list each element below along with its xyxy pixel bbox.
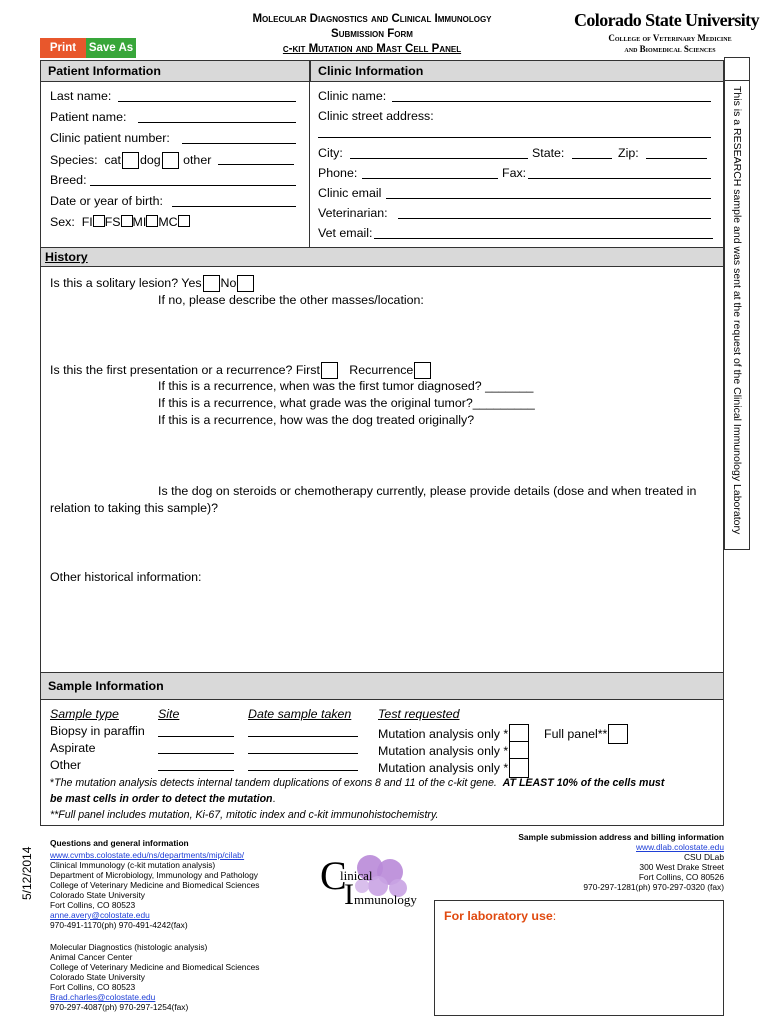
sample-type-other: Other — [50, 758, 81, 772]
breed-label: Breed: — [50, 173, 87, 187]
full-panel-label: Full panel** — [544, 727, 608, 741]
species-dog-checkbox[interactable] — [162, 152, 179, 169]
lab-use-row — [444, 909, 556, 924]
sex-fi-checkbox[interactable] — [93, 215, 105, 227]
solitary-lesion-row — [50, 275, 255, 292]
sex-fi-label: FI — [81, 215, 93, 229]
col-date-taken: Date sample taken — [248, 707, 352, 721]
other-history-label: Other historical information: — [50, 570, 202, 584]
column-divider — [309, 61, 310, 247]
questions-link[interactable]: www.cvmbs.colostate.edu/ns/departments/mip/cilab/ — [50, 850, 245, 860]
clinic-name-label: Clinic name: — [318, 89, 387, 103]
solitary-yes-checkbox[interactable] — [203, 275, 220, 292]
species-label: Species: — [50, 153, 98, 167]
species-cat-label: cat — [104, 153, 121, 167]
other-masses-prompt: If no, please describe the other masses/location: — [158, 293, 424, 307]
full-panel-row — [544, 724, 629, 744]
clinic-email-label: Clinic email — [318, 186, 382, 200]
site-field-other[interactable] — [158, 770, 234, 771]
logo-c-letter: C — [320, 853, 347, 898]
dob-field[interactable] — [172, 206, 296, 207]
clinic-street-label: Clinic street address: — [318, 109, 434, 123]
recurrence-label: Recurrence — [349, 363, 414, 377]
note-period: . — [272, 793, 276, 805]
site-field-biopsy[interactable] — [158, 736, 234, 737]
steroids-question-line2: relation to taking this sample)? — [50, 501, 219, 515]
sex-label: Sex: — [50, 215, 75, 229]
vet-email-field[interactable] — [374, 238, 713, 239]
form-title-line3: c-kit Mutation and Mast Cell Panel — [282, 43, 462, 55]
history-header — [41, 247, 723, 267]
phone-field[interactable] — [362, 178, 498, 179]
save-as-button[interactable]: Save As — [86, 38, 136, 58]
logo-word-clinical: linical — [340, 868, 373, 883]
first-recurrence-question: Is this the first presentation or a recurrence? First — [50, 363, 320, 377]
left-address-line-5: Fort Collins, CO 80523 — [50, 900, 136, 910]
last-name-label: Last name: — [50, 89, 112, 103]
form-title-line2: Submission Form — [331, 28, 413, 40]
first-recurrence-row — [50, 362, 432, 379]
clinic-name-field[interactable] — [392, 101, 711, 102]
logo-i-letter: I — [344, 878, 354, 911]
mutation-other-checkbox[interactable] — [509, 758, 529, 778]
history-heading: History — [45, 250, 88, 264]
sex-fs-label: FS — [104, 215, 121, 229]
zip-field[interactable] — [646, 158, 707, 159]
left2-address-line-2: Animal Cancer Center — [50, 952, 133, 962]
solitary-no-checkbox[interactable] — [237, 275, 254, 292]
sample-type-biopsy: Biopsy in paraffin — [50, 724, 145, 738]
date-field-biopsy[interactable] — [248, 736, 358, 737]
billing-line-1: CSU DLab — [683, 852, 724, 862]
sex-mc-checkbox[interactable] — [178, 215, 190, 227]
fax-field[interactable] — [528, 178, 711, 179]
solitary-no-label: No — [220, 276, 237, 290]
billing-line-3: Fort Collins, CO 80526 — [638, 872, 724, 882]
note-mutation-bold-2: be mast cells in order to detect the mutation — [50, 793, 273, 805]
dlab-link[interactable]: www.dlab.colostate.edu — [636, 842, 724, 852]
college-line1: College of Veterinary Medicine — [608, 33, 732, 43]
note-asterisk: * — [50, 777, 55, 789]
billing-heading: Sample submission address and billing information — [518, 832, 724, 842]
footer-date: 5/12/2014 — [20, 846, 34, 900]
left2-address-line-5: Fort Collins, CO 80523 — [50, 982, 136, 992]
mutation-note-line2 — [50, 792, 275, 807]
left-address-line-2: Department of Microbiology, Immunology and Pathology — [50, 870, 258, 880]
steroids-question-line1: Is the dog on steroids or chemotherapy currently, please provide details (dose and when treated in — [158, 484, 697, 498]
solitary-lesion-question: Is this a solitary lesion? Yes — [50, 276, 202, 290]
questions-heading: Questions and general information — [50, 838, 189, 848]
form-title-line1: Molecular Diagnostics and Clinical Immunology — [252, 13, 492, 25]
sex-mi-label: MI — [132, 215, 147, 229]
first-checkbox[interactable] — [321, 362, 338, 379]
site-field-aspirate[interactable] — [158, 753, 234, 754]
lab-use-label: For laboratory use — [444, 909, 553, 923]
state-label: State: — [532, 146, 565, 160]
left-address-line-1: Clinical Immunology (c-kit mutation analysis) — [50, 860, 216, 870]
species-other-label: other — [183, 153, 212, 167]
fax-label: Fax: — [502, 166, 527, 180]
clinic-street-field[interactable] — [318, 137, 711, 138]
species-cat-checkbox[interactable] — [122, 152, 139, 169]
last-name-field[interactable] — [118, 101, 296, 102]
email-anne[interactable]: anne.avery@colostate.edu — [50, 910, 150, 920]
patient-info-header: Patient Information — [41, 61, 309, 82]
phone-molecular-diagnostics: 970-297-4087(ph) 970-297-1254(fax) — [50, 1002, 189, 1012]
date-field-aspirate[interactable] — [248, 753, 358, 754]
phone-clinical-immunology: 970-491-1170(ph) 970-491-4242(fax) — [50, 920, 188, 930]
clinic-email-field[interactable] — [386, 198, 711, 199]
lab-use-colon: : — [552, 909, 557, 923]
clinic-patient-number-label: Clinic patient number: — [50, 131, 170, 145]
left2-address-line-1: Molecular Diagnostics (histologic analysis) — [50, 942, 208, 952]
sample-info-header: Sample Information — [41, 672, 723, 700]
left-address-line-3: College of Veterinary Medicine and Biomedical Sciences — [50, 880, 260, 890]
left-address-line-4: Colorado State University — [50, 890, 145, 900]
mutation-note-line1 — [50, 776, 664, 791]
date-field-other[interactable] — [248, 770, 358, 771]
test-other-row — [378, 758, 530, 778]
logo-word-immunology: mmunology — [354, 892, 417, 907]
col-sample-type: Sample type — [50, 707, 119, 721]
full-panel-note: **Full panel includes mutation, Ki-67, mitotic index and c-kit immunohistochemistry. — [50, 809, 439, 821]
state-field[interactable] — [572, 158, 612, 159]
other-history-field[interactable] — [50, 588, 720, 668]
test-aspirate-label: Mutation analysis only * — [378, 744, 509, 758]
clinical-immunology-logo — [318, 852, 418, 914]
recurrence-checkbox[interactable] — [414, 362, 431, 379]
original-grade-prompt: If this is a recurrence, what grade was the original tumor?_________ — [158, 396, 535, 410]
left2-address-line-3: College of Veterinary Medicine and Biomedical Sciences — [50, 962, 260, 972]
veterinarian-label: Veterinarian: — [318, 206, 388, 220]
first-tumor-diagnosed-prompt: If this is a recurrence, when was the first tumor diagnosed? _______ — [158, 379, 534, 393]
sex-mc-label: MC — [158, 215, 178, 229]
species-dog-label: dog — [139, 153, 161, 167]
species-row — [50, 152, 211, 169]
clinic-info-header: Clinic Information — [310, 61, 723, 82]
patient-name-label: Patient name: — [50, 110, 127, 124]
patient-name-field[interactable] — [138, 122, 296, 123]
sex-row — [50, 215, 190, 230]
sex-mi-checkbox[interactable] — [146, 215, 158, 227]
note-mutation-text: The mutation analysis detects internal tandem duplications of exons 8 and 11 of the c-kit gene. — [54, 777, 497, 789]
steroids-details-field[interactable] — [50, 518, 720, 568]
test-biopsy-label: Mutation analysis only * — [378, 727, 509, 741]
zip-label: Zip: — [618, 146, 639, 160]
breed-field[interactable] — [90, 185, 296, 186]
clinic-patient-number-field[interactable] — [182, 143, 296, 144]
side-note-box — [724, 57, 750, 81]
side-note: This is a RESEARCH sample and was sent at the request of the Clinical Immunology Laboratory — [731, 86, 743, 535]
sample-type-aspirate: Aspirate — [50, 741, 96, 755]
billing-line-2: 300 West Drake Street — [639, 862, 724, 872]
original-treatment-field[interactable] — [50, 430, 720, 480]
csu-logo-text: Colorado State University — [574, 10, 759, 30]
email-brad[interactable]: Brad.charles@colostate.edu — [50, 992, 156, 1002]
note-mutation-bold: AT LEAST 10% of the cells must — [502, 777, 665, 789]
col-site: Site — [158, 707, 180, 721]
original-treatment-prompt: If this is a recurrence, how was the dog treated originally? — [158, 413, 475, 427]
dob-label: Date or year of birth: — [50, 194, 163, 208]
vet-email-label: Vet email: — [318, 226, 373, 240]
sex-fs-checkbox[interactable] — [121, 215, 133, 227]
billing-line-4: 970-297-1281(ph) 970-297-0320 (fax) — [583, 882, 724, 892]
phone-label: Phone: — [318, 166, 358, 180]
test-other-label: Mutation analysis only * — [378, 761, 509, 775]
print-button[interactable]: Print — [40, 38, 86, 58]
college-line2: and Biomedical Sciences — [624, 44, 716, 54]
city-label: City: — [318, 146, 343, 160]
veterinarian-field[interactable] — [398, 218, 711, 219]
left2-address-line-4: Colorado State University — [50, 972, 145, 982]
species-other-field[interactable] — [218, 164, 294, 165]
col-test-requested: Test requested — [378, 707, 460, 721]
city-field[interactable] — [350, 158, 528, 159]
full-panel-checkbox[interactable] — [608, 724, 628, 744]
other-masses-field[interactable] — [50, 310, 720, 360]
